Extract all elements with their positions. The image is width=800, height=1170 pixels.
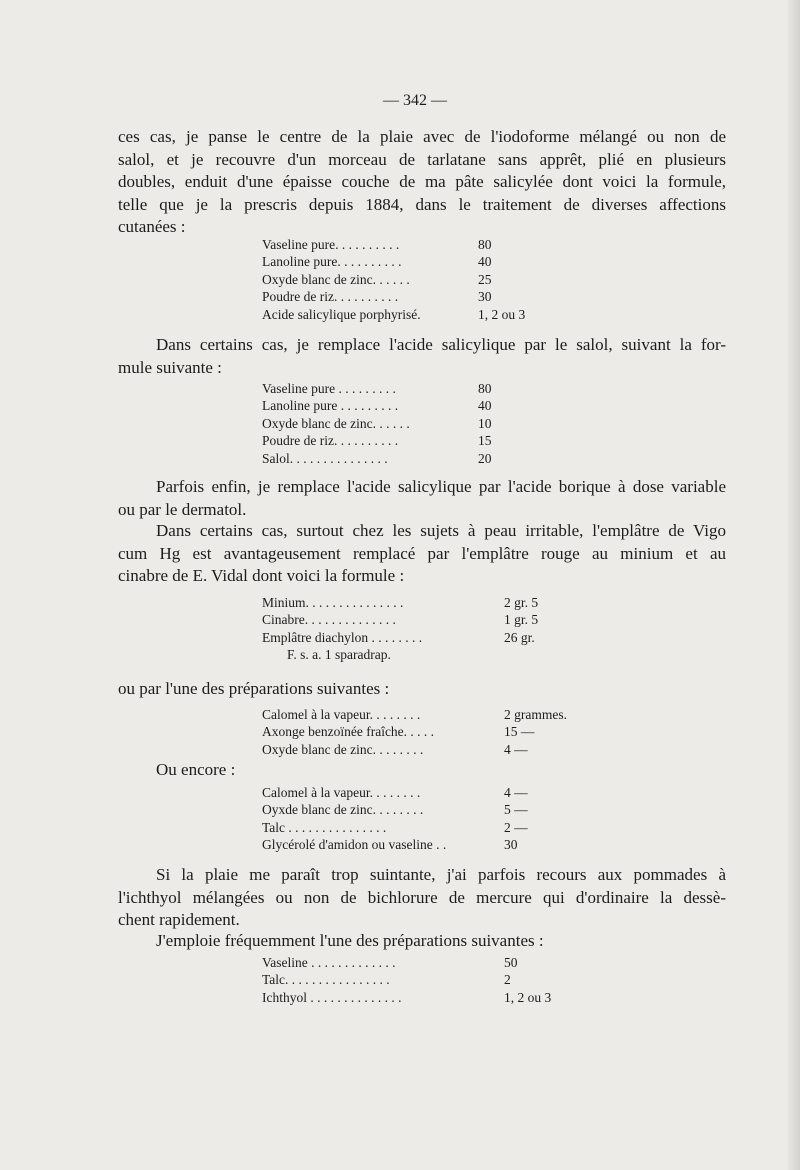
text-line: chent rapidement. [118,910,240,929]
ingredient: Minium. . . . . . . . . . . . . . . [262,595,404,610]
quantity: 2 grammes. [504,707,567,722]
text-line: cum Hg est avantageusement remplacé par l'emplâtre rouge au minium et au [118,543,726,563]
ingredient: Oxyde blanc de zinc. . . . . . . . [262,741,424,757]
quantity: 10 [478,415,492,431]
quantity: 25 [478,271,492,287]
paragraph-7 [118,930,726,953]
formula-3 [262,594,538,664]
ingredient: Lanoline pure. . . . . . . . . . [262,254,402,270]
page-number: — 342 — [383,92,447,109]
formula-row [262,380,492,397]
formula-row [262,989,551,1006]
quantity: 20 [478,450,492,466]
formula-row [262,836,528,853]
quantity: 2 — [504,819,528,835]
quantity: 80 [478,381,492,396]
ingredient: Poudre de riz. . . . . . . . . . [262,289,399,305]
ingredient: Talc. . . . . . . . . . . . . . . . [262,972,390,988]
quantity: 30 [504,837,518,853]
text-line: l'ichthyol mélangées ou non de bichlorure de mercure qui d'ordinaire la dessè- [118,887,726,907]
paragraph-2 [118,334,726,379]
quantity: 50 [504,955,518,970]
text-line: ou par l'une des préparations suivantes : [118,679,390,698]
formula-row [262,971,551,988]
formula-row [262,450,492,467]
formula-row [262,432,492,449]
formula-1 [262,236,525,323]
formula-row [262,611,538,628]
quantity: 1, 2 ou 3 [478,306,526,322]
ou-encore-label: Ou encore : [156,760,236,779]
text-line: cutanées : [118,217,186,236]
text-line: Si la plaie me paraît trop suintante, j'ai parfois recours aux pommades à [156,865,726,884]
ingredient: Oxyde blanc de zinc. . . . . . [262,415,410,431]
ingredient: Calomel à la vapeur. . . . . . . . [262,785,421,800]
quantity: 2 [504,972,511,988]
ingredient: Salol. . . . . . . . . . . . . . . [262,450,388,466]
paragraph-5 [118,678,726,701]
formula-row [262,784,528,801]
ingredient: Calomel à la vapeur. . . . . . . . [262,707,421,722]
text-line: mule suivante : [118,357,222,377]
formula-4 [262,706,567,758]
quantity: 30 [478,289,492,305]
ingredient: Poudre de riz. . . . . . . . . . [262,433,399,449]
ingredient: Axonge benzoïnée fraîche. . . . . [262,724,435,740]
formula-2 [262,380,492,467]
text-line: Parfois enfin, je remplace l'acide salicylique par l'acide borique à dose variable [156,477,726,496]
ingredient: Emplâtre diachylon . . . . . . . . [262,629,423,645]
formula-row [262,253,525,270]
text-line: cinabre de E. Vidal dont voici la formule : [118,566,405,585]
formula-row [262,801,528,818]
formula-row [262,236,525,253]
formula-row [262,819,528,836]
paragraph-4 [118,520,726,588]
ingredient: Glycérolé d'amidon ou vaseline . . [262,837,447,853]
quantity: 1 gr. 5 [504,612,539,628]
text-line: telle que je la prescris depuis 1884, dans le traitement de diverses affections [118,194,726,214]
quantity: 1, 2 ou 3 [504,989,552,1005]
ingredient: Vaseline . . . . . . . . . . . . . [262,955,396,970]
ingredient: Talc . . . . . . . . . . . . . . . [262,819,387,835]
quantity: 26 gr. [504,629,535,645]
formula-row [262,271,525,288]
ingredient: Lanoline pure . . . . . . . . . [262,398,399,414]
formula-row [262,288,525,305]
text-line: J'emploie fréquemment l'une des préparations suivantes : [156,931,544,950]
formula-6 [262,954,551,1006]
ingredient: Ichthyol . . . . . . . . . . . . . . [262,989,402,1005]
paragraph-3 [118,476,726,521]
page-edge-shadow [788,0,800,1170]
text-line: salol, et je recouvre d'un morceau de tarlatane sans apprêt, plié en plusieurs [118,149,726,169]
quantity: 40 [478,254,492,270]
formula-row [262,415,492,432]
quantity: 5 — [504,802,528,818]
formula-5 [262,784,528,854]
text-line: ou par le dermatol. [118,499,247,519]
ingredient: Oxyde blanc de zinc. . . . . . [262,271,410,287]
ingredient: Vaseline pure . . . . . . . . . [262,381,396,396]
formula-row [262,397,492,414]
text-line: doubles, enduit d'une épaisse couche de ma pâte salicylée dont voici la formule, [118,172,726,191]
quantity: 4 — [504,785,528,800]
ingredient: Acide salicylique porphyrisé. [262,306,421,322]
text-line: ces cas, je panse le centre de la plaie avec de l'iodoforme mélangé ou non de [118,127,726,146]
text-line: Dans certains cas, surtout chez les sujets à peau irritable, l'emplâtre de Vigo [156,521,726,540]
text-line: Dans certains cas, je remplace l'acide salicylique par le salol, suivant la for- [156,335,726,354]
paragraph-1 [118,126,726,239]
quantity: 80 [478,237,492,252]
ingredient: Oyxde blanc de zinc. . . . . . . . [262,802,424,818]
formula-row [262,954,551,971]
ingredient: Vaseline pure. . . . . . . . . . [262,237,400,252]
formula-row [262,594,538,611]
formula-row [262,723,567,740]
quantity: 4 — [504,741,528,757]
formula-note: F. s. a. 1 sparadrap. [287,647,391,663]
ingredient: Cinabre. . . . . . . . . . . . . . [262,612,396,628]
paragraph-6 [118,864,726,932]
quantity: 15 [478,433,492,449]
quantity: 2 gr. 5 [504,595,539,610]
formula-row [262,306,525,323]
formula-row [262,629,538,646]
quantity: 40 [478,398,492,414]
formula-row [262,741,567,758]
quantity: 15 — [504,724,535,740]
formula-row [262,706,567,723]
